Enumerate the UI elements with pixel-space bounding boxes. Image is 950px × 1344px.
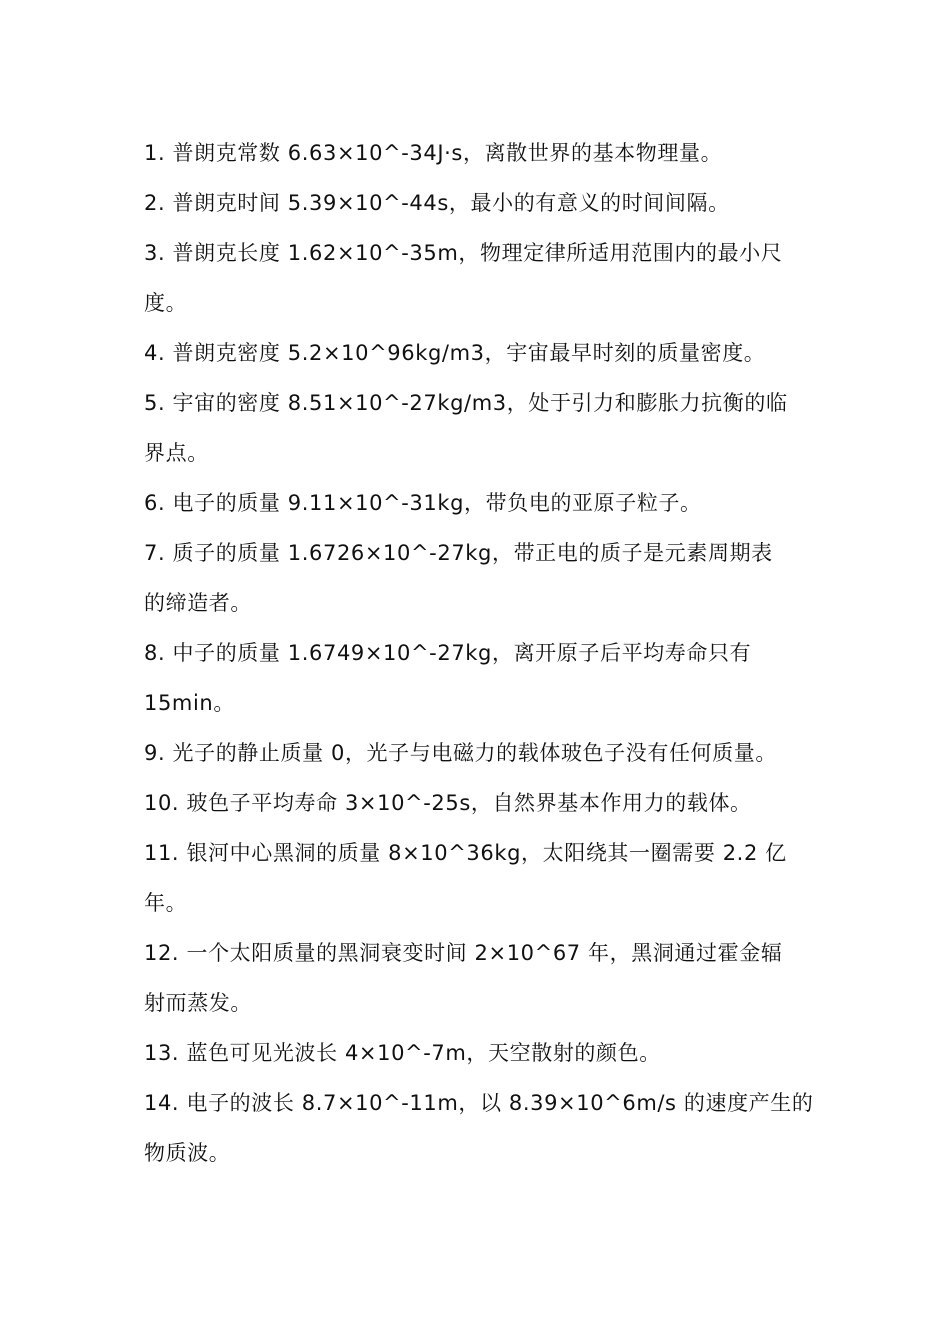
text-line: 11. 银河中心黑洞的质量 8×10^36kg，太阳绕其一圈需要 2.2 亿 bbox=[144, 841, 787, 865]
document-body bbox=[144, 128, 834, 1178]
text-line: 界点。 bbox=[144, 441, 209, 465]
text-line: 13. 蓝色可见光波长 4×10^-7m，天空散射的颜色。 bbox=[144, 1041, 661, 1065]
text-line: 3. 普朗克长度 1.62×10^-35m，物理定律所适用范围内的最小尺 bbox=[144, 241, 783, 265]
text-line: 10. 玻色子平均寿命 3×10^-25s，自然界基本作用力的载体。 bbox=[144, 791, 752, 815]
text-line: 15min。 bbox=[144, 691, 235, 715]
text-line: 5. 宇宙的密度 8.51×10^-27kg/m3，处于引力和膨胀力抗衡的临 bbox=[144, 391, 788, 415]
text-line: 14. 电子的波长 8.7×10^-11m，以 8.39×10^6m/s 的速度产生的 bbox=[144, 1091, 814, 1115]
text-line: 12. 一个太阳质量的黑洞衰变时间 2×10^67 年，黑洞通过霍金辐 bbox=[144, 941, 783, 965]
text-line: 度。 bbox=[144, 291, 188, 315]
text-line: 物质波。 bbox=[144, 1141, 231, 1165]
text-line: 的缔造者。 bbox=[144, 591, 252, 615]
text-line: 6. 电子的质量 9.11×10^-31kg，带负电的亚原子粒子。 bbox=[144, 491, 702, 515]
text-line: 1. 普朗克常数 6.63×10^-34J·s，离散世界的基本物理量。 bbox=[144, 141, 723, 165]
text-line: 射而蒸发。 bbox=[144, 991, 252, 1015]
text-line: 2. 普朗克时间 5.39×10^-44s，最小的有意义的时间间隔。 bbox=[144, 191, 730, 215]
text-line: 9. 光子的静止质量 0，光子与电磁力的载体玻色子没有任何质量。 bbox=[144, 741, 777, 765]
text-line: 年。 bbox=[144, 891, 188, 915]
text-line: 4. 普朗克密度 5.2×10^96kg/m3，宇宙最早时刻的质量密度。 bbox=[144, 341, 766, 365]
text-line: 8. 中子的质量 1.6749×10^-27kg，离开原子后平均寿命只有 bbox=[144, 641, 752, 665]
text-line: 7. 质子的质量 1.6726×10^-27kg，带正电的质子是元素周期表 bbox=[144, 541, 773, 565]
